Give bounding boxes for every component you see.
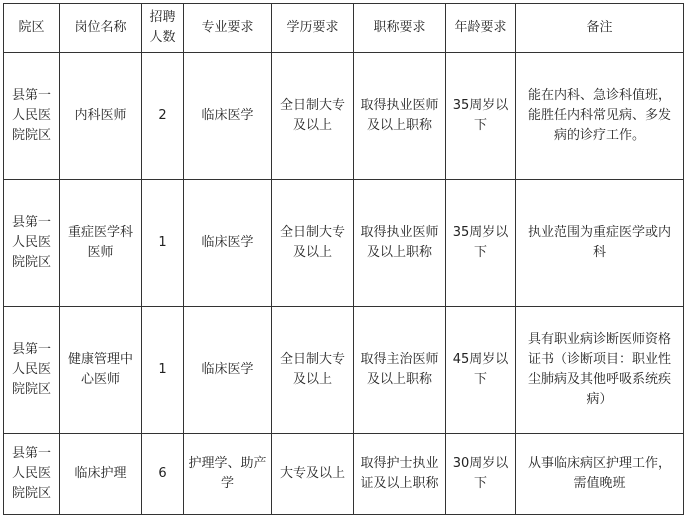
- cell-campus: 县第一人民医院院区: [4, 307, 60, 434]
- cell-note: 具有职业病诊断医师资格证书（诊断项目：职业性尘肺病及其他呼吸系统疾病）: [516, 307, 684, 434]
- cell-title: 取得护士执业证及以上职称: [354, 434, 446, 515]
- cell-title: 取得执业医师及以上职称: [354, 180, 446, 307]
- cell-count: 6: [142, 434, 184, 515]
- header-age: 年龄要求: [446, 4, 516, 53]
- cell-education: 全日制大专及以上: [272, 53, 354, 180]
- cell-count: 1: [142, 180, 184, 307]
- cell-major: 临床医学: [184, 180, 272, 307]
- cell-education: 全日制大专及以上: [272, 180, 354, 307]
- cell-title: 取得主治医师及以上职称: [354, 307, 446, 434]
- cell-note: 执业范围为重症医学或内科: [516, 180, 684, 307]
- cell-count: 1: [142, 307, 184, 434]
- cell-age: 45周岁以下: [446, 307, 516, 434]
- cell-count: 2: [142, 53, 184, 180]
- header-note: 备注: [516, 4, 684, 53]
- cell-major: 护理学、助产学: [184, 434, 272, 515]
- table-row: [4, 307, 684, 434]
- cell-education: 大专及以上: [272, 434, 354, 515]
- table-row: [4, 434, 684, 515]
- header-row: [4, 4, 684, 53]
- table-row: [4, 180, 684, 307]
- cell-age: 35周岁以下: [446, 180, 516, 307]
- cell-position: 健康管理中心医师: [60, 307, 142, 434]
- table-row: [4, 53, 684, 180]
- header-campus: 院区: [4, 4, 60, 53]
- cell-note: 从事临床病区护理工作，需值晚班: [516, 434, 684, 515]
- header-position: 岗位名称: [60, 4, 142, 53]
- cell-age: 30周岁以下: [446, 434, 516, 515]
- cell-note: 能在内科、急诊科值班，能胜任内科常见病、多发病的诊疗工作。: [516, 53, 684, 180]
- cell-age: 35周岁以下: [446, 53, 516, 180]
- cell-position: 重症医学科医师: [60, 180, 142, 307]
- cell-position: 内科医师: [60, 53, 142, 180]
- header-count: 招聘人数: [142, 4, 184, 53]
- recruitment-table: [3, 3, 684, 515]
- header-major: 专业要求: [184, 4, 272, 53]
- cell-campus: 县第一人民医院院区: [4, 180, 60, 307]
- cell-education: 全日制大专及以上: [272, 307, 354, 434]
- header-education: 学历要求: [272, 4, 354, 53]
- cell-position: 临床护理: [60, 434, 142, 515]
- cell-campus: 县第一人民医院院区: [4, 53, 60, 180]
- cell-major: 临床医学: [184, 307, 272, 434]
- cell-campus: 县第一人民医院院区: [4, 434, 60, 515]
- header-title: 职称要求: [354, 4, 446, 53]
- cell-title: 取得执业医师及以上职称: [354, 53, 446, 180]
- cell-major: 临床医学: [184, 53, 272, 180]
